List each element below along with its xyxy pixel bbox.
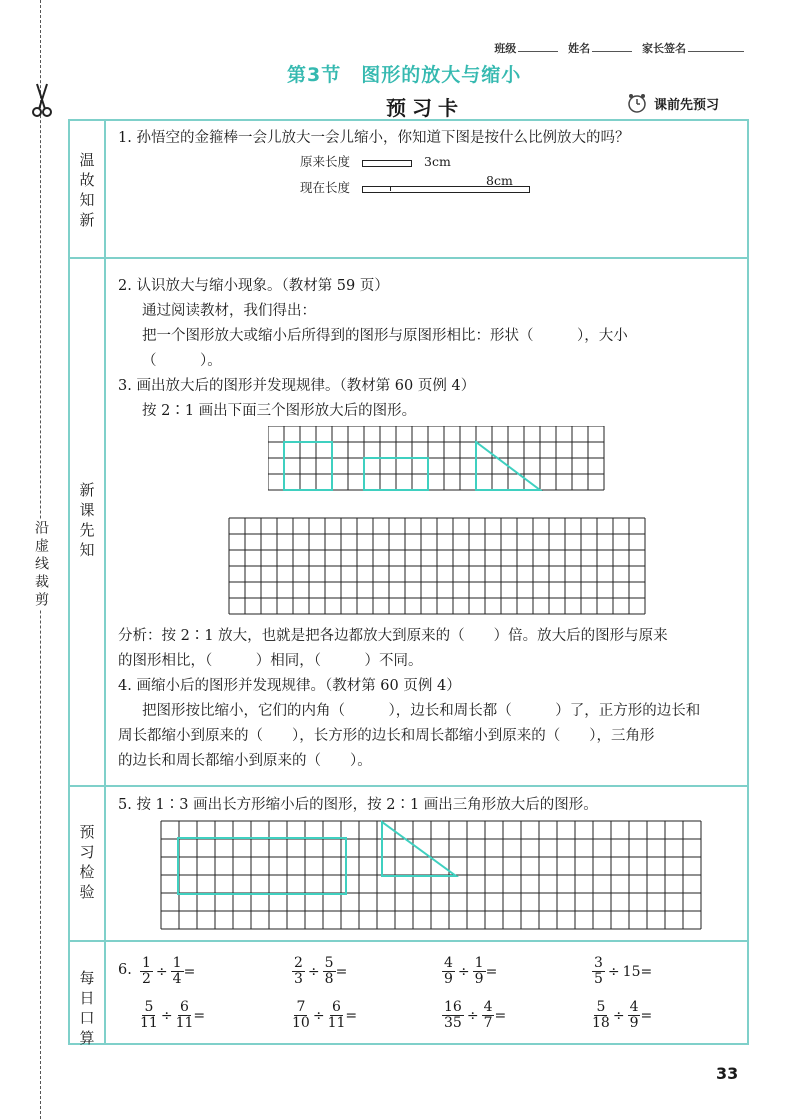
- orig-stick: [362, 160, 412, 167]
- divisor-fraction: $\frac{5}{8}$: [324, 955, 334, 987]
- divisor-fraction: $\frac{4}{7}$: [483, 999, 493, 1031]
- row-divider-2: [68, 785, 749, 787]
- divisor-fraction: $\frac{1}{9}$: [474, 955, 484, 987]
- calc-tail: =: [335, 963, 348, 980]
- calc-item: [442, 1000, 506, 1031]
- section-title: 第3节 图形的放大与缩小: [287, 64, 522, 86]
- divide-op: ÷: [312, 1007, 325, 1024]
- dividend-fraction: $\frac{1}{2}$: [142, 955, 151, 987]
- scissors-icon: [30, 82, 54, 118]
- side-label-review: 温 故 知 新: [79, 151, 95, 229]
- calc-tail: =: [193, 1007, 206, 1024]
- q3-line2: 按 2∶1 画出下面三个图形放大后的图形。: [142, 403, 417, 419]
- large-rectangle-shape: [178, 838, 346, 894]
- q3-line1: 3. 画出放大后的图形并发现规律。（教材第 60 页例 4）: [118, 378, 476, 394]
- page-number: 33: [716, 1064, 739, 1083]
- divisor-fraction: $\frac{1}{4}$: [172, 955, 182, 987]
- name-label: 姓名: [568, 42, 591, 55]
- divide-op: ÷: [307, 963, 320, 980]
- side-label-check: 预 习 检 验: [79, 823, 95, 901]
- calc-item: [140, 1000, 205, 1031]
- now-stick-seg: [390, 186, 391, 191]
- divide-op: ÷: [612, 1007, 625, 1024]
- divide-op: ÷: [155, 963, 168, 980]
- q3-large-grid[interactable]: [228, 517, 654, 617]
- calc-item: [442, 956, 497, 987]
- parent-blank[interactable]: [688, 51, 744, 52]
- divide-op: ÷: [457, 963, 470, 980]
- side-label-daily: 每 日 口 算: [79, 969, 95, 1047]
- calc-item: [292, 1000, 357, 1031]
- calc-tail: =: [183, 963, 196, 980]
- calc-item: [140, 956, 195, 987]
- q6-number: 6.: [118, 962, 132, 978]
- q2-line3: 把一个图形放大或缩小后所得到的图形与原图形相比：形状（ ），大小: [142, 328, 628, 344]
- preview-tag: 课前先预习: [654, 98, 720, 113]
- row-divider-3: [68, 940, 749, 942]
- calc-item: [592, 956, 652, 987]
- cut-label: 沿虚线裁剪: [33, 520, 49, 610]
- calc-tail: =: [640, 1007, 653, 1024]
- divisor-fraction: $\frac{6}{11}$: [327, 999, 346, 1031]
- q2-line2: 通过阅读教材，我们得出：: [142, 303, 316, 319]
- calc-tail: =: [494, 1007, 507, 1024]
- dividend-fraction: $\frac{4}{9}$: [444, 955, 453, 987]
- name-blank[interactable]: [592, 51, 632, 52]
- dividend-fraction: $\frac{2}{3}$: [294, 955, 303, 987]
- calc-tail: =: [345, 1007, 358, 1024]
- q4-line2: 把图形按比缩小，它们的内角（ ），边长和周长都（ ）了，正方形的边长和: [142, 703, 701, 719]
- q2-line4: （ ）。: [142, 353, 222, 369]
- calc-item: [292, 956, 347, 987]
- divisor-fraction: $\frac{6}{11}$: [175, 999, 194, 1031]
- q2-line1: 2. 认识放大与缩小现象。（教材第 59 页）: [118, 278, 389, 294]
- q5-text: 5. 按 1∶3 画出长方形缩小后的图形，按 2∶1 画出三角形放大后的图形。: [118, 797, 598, 813]
- student-info: [494, 40, 750, 56]
- calc-tail: =: [485, 963, 498, 980]
- q1-text: 1. 孙悟空的金箍棒一会儿放大一会儿缩小，你知道下图是按什么比例放大的吗？: [118, 130, 630, 146]
- dividend-fraction: $\frac{7}{10}$: [292, 999, 310, 1031]
- card-title: 预习卡: [386, 96, 464, 120]
- alarm-clock-icon: [626, 92, 648, 114]
- divide-op: ÷: [607, 963, 620, 980]
- divide-op: ÷: [160, 1007, 173, 1024]
- row-divider-1: [68, 257, 749, 259]
- q4-line3: 周长都缩小到原来的（ ），长方形的边长和周长都缩小到原来的（ ），三角形: [118, 728, 655, 744]
- q1-now-label: 现在长度: [300, 180, 351, 195]
- q1-orig-label: 原来长度: [300, 154, 351, 169]
- q4-line1: 4. 画缩小后的图形并发现规律。（教材第 60 页例 4）: [118, 678, 461, 694]
- divide-op: ÷: [466, 1007, 479, 1024]
- dividend-fraction: $\frac{5}{11}$: [140, 999, 158, 1031]
- dividend-fraction: $\frac{3}{5}$: [594, 955, 603, 987]
- side-label-newlesson: 新 课 先 知: [79, 481, 95, 559]
- small-triangle-shape: [382, 822, 456, 876]
- now-stick: [362, 186, 530, 193]
- q3-analysis1: 分析：按 2∶1 放大，也就是把各边都放大到原来的（ ）倍。放大后的图形与原来: [118, 628, 668, 644]
- divisor-fraction: $\frac{4}{9}$: [629, 999, 639, 1031]
- q4-line4: 的边长和周长都缩小到原来的（ ）。: [118, 753, 372, 769]
- q3-analysis2: 的图形相比，（ ）相同，（ ）不同。: [118, 653, 423, 669]
- class-label: 班级: [494, 42, 517, 55]
- dividend-fraction: $\frac{5}{18}$: [592, 999, 610, 1031]
- q1-now-value: 8cm: [486, 173, 513, 188]
- q3-small-grid[interactable]: [268, 426, 620, 496]
- dividend-fraction: $\frac{16}{35}$: [444, 999, 462, 1031]
- square-shape: [284, 442, 332, 490]
- class-blank[interactable]: [518, 51, 558, 52]
- calc-tail: 15=: [622, 963, 653, 980]
- q5-grid[interactable]: [160, 820, 702, 934]
- q1-orig-value: 3cm: [424, 154, 451, 169]
- calc-item: [592, 1000, 652, 1031]
- parent-label: 家长签名: [642, 42, 686, 55]
